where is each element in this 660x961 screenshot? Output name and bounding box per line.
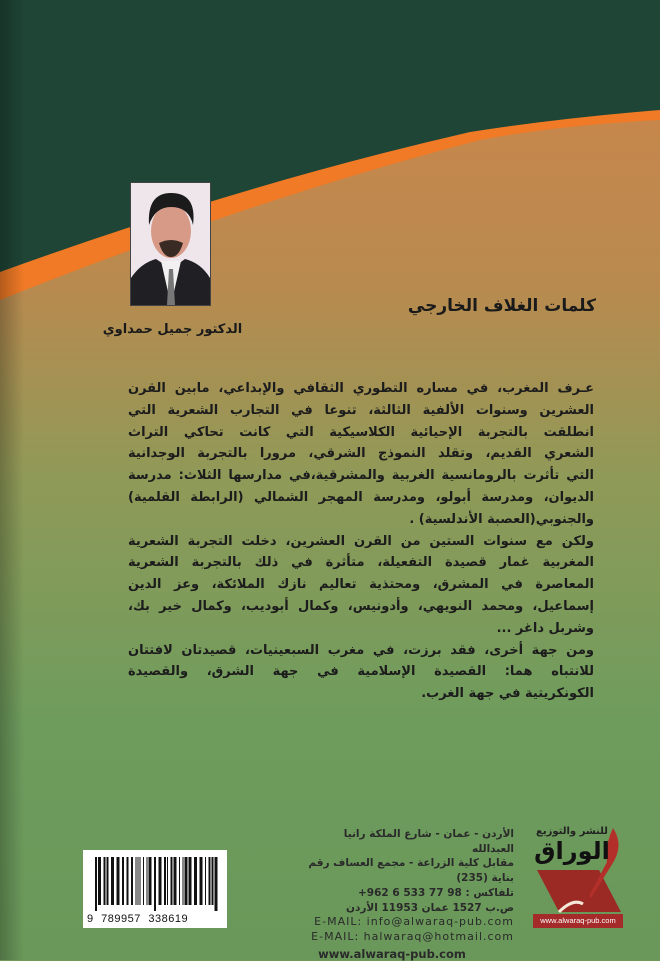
text-line: المعاصرة في المشرق، ومحتذية تعاليم نازك الملائكة، وعز الدين bbox=[128, 577, 594, 593]
text-line: والجنوبي(العصبة الأندلسية) . bbox=[409, 511, 594, 527]
barcode-bar bbox=[138, 857, 139, 905]
telefax: تلفاكس : 98 77 533 6 962+ bbox=[357, 886, 514, 899]
barcode-bar bbox=[117, 857, 120, 905]
barcode-bar bbox=[205, 857, 206, 905]
barcode-bar bbox=[127, 857, 129, 905]
isbn-barcode bbox=[83, 850, 227, 928]
publisher-logo bbox=[533, 826, 625, 930]
barcode-bar bbox=[164, 857, 166, 905]
barcode-bar bbox=[189, 857, 192, 905]
barcode-bar bbox=[159, 857, 162, 905]
address-line-1: الأردن - عمان - شارع الملكة رانيا العبدالله bbox=[343, 828, 514, 855]
barcode-bar bbox=[95, 857, 97, 911]
barcode-bar bbox=[154, 857, 156, 911]
barcode-bar bbox=[122, 857, 124, 905]
barcode-bar bbox=[140, 857, 141, 905]
blurb-text bbox=[128, 378, 594, 705]
barcode-bar bbox=[200, 857, 203, 905]
publisher-name: الوراق bbox=[534, 837, 610, 865]
text-line: ومن جهة أخرى، فقد برزت، في مغرب السبعينيات، قصيدتان لافتتان bbox=[128, 642, 594, 658]
barcode-bar bbox=[167, 857, 168, 905]
text-line: الديوان، ومدرسة أبولو، ومدرسة المهجر الشمالي (الرابطة القلمية) bbox=[128, 489, 594, 505]
isbn-number: 9 789957 338619 bbox=[87, 913, 189, 925]
barcode-bar bbox=[136, 857, 137, 905]
barcode-bar bbox=[147, 857, 148, 905]
email-hotmail: E-MAIL: halwaraq@hotmail.com bbox=[311, 929, 514, 943]
text-line: ولكن مع سنوات الستين من القرن العشرين، دخلت التجربة الشعرية bbox=[128, 533, 594, 549]
email-info: E-MAIL: info@alwaraq-pub.com bbox=[314, 915, 514, 929]
publisher-contact bbox=[300, 827, 514, 961]
barcode-bar bbox=[111, 857, 114, 905]
text-line: المغربية غمار قصيدة التفعيلة، متأثرة في ذلك بالتجربة الشعرية bbox=[128, 555, 594, 571]
address-line-2: مقابل كلية الزراعة - مجمع العساف رقم بناية (235) bbox=[308, 857, 514, 885]
text-line: الشعري القديم، وتقلد النموذج الشرقي، مرورا بالتجربة الوجدانية bbox=[128, 446, 594, 462]
barcode-bar bbox=[185, 857, 188, 905]
barcode-bar bbox=[194, 857, 197, 905]
author-photo bbox=[130, 182, 211, 306]
barcode-bar bbox=[212, 857, 214, 905]
barcode-bar bbox=[143, 857, 144, 905]
page-title: كلمات الغلاف الخارجي bbox=[407, 296, 596, 316]
barcode-bar bbox=[104, 857, 106, 905]
publisher-tagline: للنشر والتوزيع bbox=[536, 826, 608, 837]
barcode-bar bbox=[183, 857, 184, 905]
barcode-bar bbox=[209, 857, 211, 905]
author-name: الدكتور جميل حمداوي bbox=[102, 322, 243, 337]
logo-url: www.alwaraq-pub.com bbox=[533, 914, 623, 928]
text-line: التي تأثرت بالرومانسية الغربية والمشرقية،في مدارسها الثلاث: مدرسة bbox=[128, 468, 594, 484]
text-line: إسماعيل، ومحمد النويهي، وأدونيس، وكمال أبوديب، وكمال خير بك، bbox=[128, 598, 594, 614]
barcode-bar bbox=[179, 857, 180, 905]
barcode-bars bbox=[95, 857, 219, 911]
barcode-bar bbox=[149, 857, 152, 905]
barcode-bar bbox=[107, 857, 109, 905]
text-line: وشربل داغر ... bbox=[496, 620, 594, 636]
text-line: العشرين وسنوات الألفية الثالثة، تنوعا في التجارب الشعرية التي bbox=[128, 402, 594, 418]
barcode-bar bbox=[98, 857, 101, 905]
text-line: عـرف المغرب، في مساره التطوري الثقافي والإبداعي، مابين القرن bbox=[128, 381, 594, 396]
text-line: للانتباه هما: القصيدة الإسلامية في جهة الشرق، والقصيدة bbox=[128, 664, 594, 680]
text-line: انطلقت بالتجربة الإحيائية الكلاسيكية التي كانت تحاكي التراث bbox=[128, 424, 594, 440]
text-line: الكونكريتية في جهة الغرب. bbox=[421, 686, 594, 702]
barcode-bar bbox=[171, 857, 173, 905]
po-box: ص.ب 1527 عمان 11953 الأردن bbox=[346, 901, 514, 914]
barcode-bar bbox=[215, 857, 218, 911]
website-link[interactable]: www.alwaraq-pub.com bbox=[318, 946, 466, 961]
spine-edge bbox=[0, 0, 24, 960]
barcode-bar bbox=[131, 857, 133, 905]
barcode-bar bbox=[174, 857, 177, 905]
